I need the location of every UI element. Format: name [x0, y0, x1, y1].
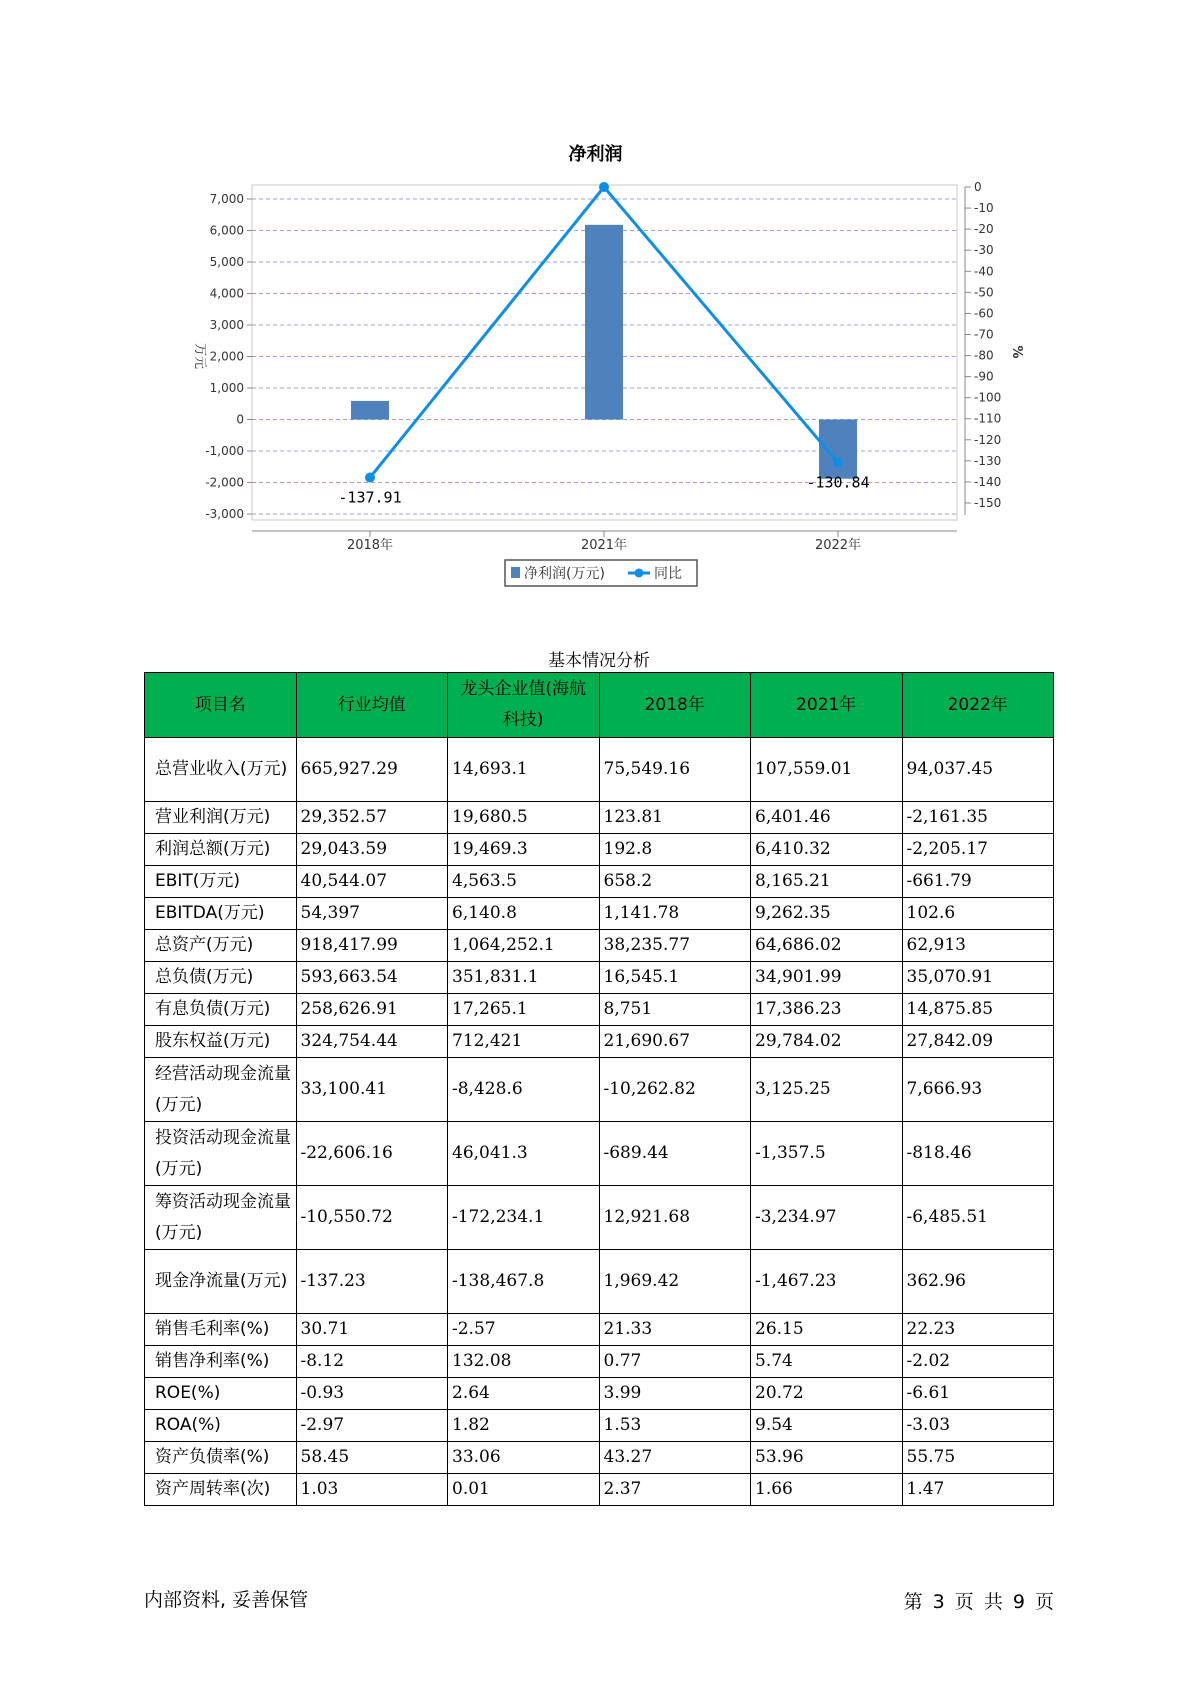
cell-y2022: 1.47 — [902, 1474, 1054, 1506]
footer-page-number: 第 3 页 共 9 页 — [903, 1591, 1054, 1613]
left-tick-label: -3,000 — [205, 507, 244, 521]
right-tick-label: -100 — [974, 390, 1002, 405]
table-row — [145, 1346, 1054, 1378]
table-row — [145, 802, 1054, 834]
header-2022: 2022年 — [902, 673, 1054, 738]
cell-industry-avg: 258,626.91 — [296, 994, 448, 1026]
table-header-row — [145, 673, 1054, 738]
table-row — [145, 1474, 1054, 1506]
cell-y2022: 94,037.45 — [902, 738, 1054, 802]
cell-y2021: 9.54 — [751, 1410, 903, 1442]
legend-bar-label: 净利润(万元) — [524, 566, 605, 582]
left-tick-label: -1,000 — [205, 444, 244, 458]
net-profit-chart — [0, 0, 1191, 600]
table-row — [145, 930, 1054, 962]
cell-leader-value: 33.06 — [448, 1442, 600, 1474]
chart-title: 净利润 — [568, 144, 623, 165]
chart-canvas — [0, 0, 1191, 600]
cell-name: 投资活动现金流量(万元) — [145, 1122, 297, 1186]
x-tick-label: 2021年 — [580, 538, 628, 553]
header-2021: 2021年 — [751, 673, 903, 738]
cell-y2021: -1,357.5 — [751, 1122, 903, 1186]
cell-name: ROA(%) — [145, 1410, 297, 1442]
left-tick-label: 7,000 — [209, 192, 244, 206]
cell-name: 总负债(万元) — [145, 962, 297, 994]
header-industry-avg: 行业均值 — [296, 673, 448, 738]
cell-y2021: 6,401.46 — [751, 802, 903, 834]
cell-y2022: -6.61 — [902, 1378, 1054, 1410]
right-tick-label: -40 — [974, 264, 994, 279]
cell-leader-value: 46,041.3 — [448, 1122, 600, 1186]
cell-name: ROE(%) — [145, 1378, 297, 1410]
cell-y2021: 107,559.01 — [751, 738, 903, 802]
cell-leader-value: 351,831.1 — [448, 962, 600, 994]
right-tick-label: -30 — [974, 243, 994, 258]
cell-y2021: 5.74 — [751, 1346, 903, 1378]
cell-y2018: 21.33 — [599, 1314, 751, 1346]
table-row — [145, 1122, 1054, 1186]
cell-y2018: 1,969.42 — [599, 1250, 751, 1314]
cell-industry-avg: 1.03 — [296, 1474, 448, 1506]
right-tick-label: -80 — [974, 348, 994, 363]
footer-confidential-note: 内部资料, 妥善保管 — [144, 1589, 309, 1611]
cell-y2022: 7,666.93 — [902, 1058, 1054, 1122]
net-profit-bar — [351, 401, 389, 420]
cell-y2018: -10,262.82 — [599, 1058, 751, 1122]
cell-y2018: 12,921.68 — [599, 1186, 751, 1250]
table-row — [145, 1442, 1054, 1474]
yoy-point — [833, 458, 843, 468]
right-tick-label: -90 — [974, 369, 994, 384]
cell-name: 利润总额(万元) — [145, 834, 297, 866]
cell-y2022: -818.46 — [902, 1122, 1054, 1186]
table-row — [145, 1314, 1054, 1346]
cell-name: 现金净流量(万元) — [145, 1250, 297, 1314]
cell-industry-avg: 324,754.44 — [296, 1026, 448, 1058]
table-row — [145, 1378, 1054, 1410]
cell-y2022: 102.6 — [902, 898, 1054, 930]
right-tick-label: -60 — [974, 306, 994, 321]
cell-y2021: 20.72 — [751, 1378, 903, 1410]
left-tick-label: 3,000 — [209, 318, 244, 332]
cell-name: 资产周转率(次) — [145, 1474, 297, 1506]
cell-y2018: 3.99 — [599, 1378, 751, 1410]
cell-y2022: 14,875.85 — [902, 994, 1054, 1026]
x-tick-label: 2018年 — [346, 538, 394, 553]
cell-industry-avg: 918,417.99 — [296, 930, 448, 962]
cell-industry-avg: -22,606.16 — [296, 1122, 448, 1186]
cell-name: 股东权益(万元) — [145, 1026, 297, 1058]
header-2018: 2018年 — [599, 673, 751, 738]
left-tick-label: 2,000 — [209, 349, 244, 364]
cell-name: 经营活动现金流量(万元) — [145, 1058, 297, 1122]
cell-y2021: 1.66 — [751, 1474, 903, 1506]
table-row — [145, 738, 1054, 802]
cell-name: EBITDA(万元) — [145, 898, 297, 930]
cell-y2022: 35,070.91 — [902, 962, 1054, 994]
cell-y2018: 0.77 — [599, 1346, 751, 1378]
cell-y2021: 8,165.21 — [751, 866, 903, 898]
table-row — [145, 898, 1054, 930]
table-body — [145, 738, 1054, 1506]
table-caption: 基本情况分析 — [548, 651, 650, 671]
right-tick-label: -110 — [974, 411, 1002, 426]
cell-y2021: -3,234.97 — [751, 1186, 903, 1250]
table-row — [145, 962, 1054, 994]
table-row — [145, 1410, 1054, 1442]
cell-y2022: 22.23 — [902, 1314, 1054, 1346]
cell-industry-avg: 665,927.29 — [296, 738, 448, 802]
cell-industry-avg: -0.93 — [296, 1378, 448, 1410]
cell-leader-value: 712,421 — [448, 1026, 600, 1058]
cell-y2022: -2.02 — [902, 1346, 1054, 1378]
cell-y2022: -3.03 — [902, 1410, 1054, 1442]
cell-y2021: 3,125.25 — [751, 1058, 903, 1122]
cell-y2022: -661.79 — [902, 866, 1054, 898]
cell-industry-avg: 29,352.57 — [296, 802, 448, 834]
cell-leader-value: 4,563.5 — [448, 866, 600, 898]
cell-industry-avg: 33,100.41 — [296, 1058, 448, 1122]
cell-y2022: 27,842.09 — [902, 1026, 1054, 1058]
cell-y2021: 29,784.02 — [751, 1026, 903, 1058]
table-row — [145, 1058, 1054, 1122]
cell-leader-value: -172,234.1 — [448, 1186, 600, 1250]
cell-leader-value: 17,265.1 — [448, 994, 600, 1026]
cell-y2018: 123.81 — [599, 802, 751, 834]
cell-y2022: -6,485.51 — [902, 1186, 1054, 1250]
table-row — [145, 994, 1054, 1026]
legend-line-marker — [635, 569, 644, 578]
yoy-point — [365, 473, 375, 483]
cell-leader-value: 6,140.8 — [448, 898, 600, 930]
cell-name: 筹资活动现金流量(万元) — [145, 1186, 297, 1250]
cell-y2022: 62,913 — [902, 930, 1054, 962]
cell-leader-value: 19,680.5 — [448, 802, 600, 834]
cell-name: 有息负债(万元) — [145, 994, 297, 1026]
cell-leader-value: 14,693.1 — [448, 738, 600, 802]
legend-line-label: 同比 — [654, 566, 682, 582]
right-tick-label: -150 — [974, 496, 1002, 510]
cell-y2018: 8,751 — [599, 994, 751, 1026]
cell-y2018: 21,690.67 — [599, 1026, 751, 1058]
cell-industry-avg: -137.23 — [296, 1250, 448, 1314]
left-axis-label: 万元 — [192, 342, 207, 370]
cell-y2021: 6,410.32 — [751, 834, 903, 866]
header-item-name: 项目名 — [145, 673, 297, 738]
table-row — [145, 834, 1054, 866]
cell-name: 销售净利率(%) — [145, 1346, 297, 1378]
right-tick-label: -20 — [974, 222, 994, 237]
right-tick-label: 0 — [974, 180, 982, 194]
cell-leader-value: -8,428.6 — [448, 1058, 600, 1122]
cell-industry-avg: -2.97 — [296, 1410, 448, 1442]
cell-y2021: 53.96 — [751, 1442, 903, 1474]
cell-industry-avg: 30.71 — [296, 1314, 448, 1346]
cell-y2022: 362.96 — [902, 1250, 1054, 1314]
cell-leader-value: 0.01 — [448, 1474, 600, 1506]
cell-y2018: 38,235.77 — [599, 930, 751, 962]
cell-industry-avg: -8.12 — [296, 1346, 448, 1378]
table-row — [145, 1026, 1054, 1058]
right-tick-label: -130 — [974, 453, 1002, 468]
table-row — [145, 1186, 1054, 1250]
legend-bar-swatch — [511, 567, 520, 578]
cell-y2021: 64,686.02 — [751, 930, 903, 962]
cell-y2021: 26.15 — [751, 1314, 903, 1346]
cell-industry-avg: 29,043.59 — [296, 834, 448, 866]
cell-leader-value: 2.64 — [448, 1378, 600, 1410]
cell-y2018: 2.37 — [599, 1474, 751, 1506]
cell-name: EBIT(万元) — [145, 866, 297, 898]
yoy-data-label: -137.91 — [338, 488, 402, 507]
table-row — [145, 1250, 1054, 1314]
cell-industry-avg: 58.45 — [296, 1442, 448, 1474]
cell-leader-value: 19,469.3 — [448, 834, 600, 866]
cell-name: 总资产(万元) — [145, 930, 297, 962]
net-profit-bar — [585, 225, 623, 420]
cell-leader-value: -2.57 — [448, 1314, 600, 1346]
cell-industry-avg: 54,397 — [296, 898, 448, 930]
left-tick-label: 1,000 — [209, 381, 244, 395]
cell-leader-value: 132.08 — [448, 1346, 600, 1378]
cell-y2018: 43.27 — [599, 1442, 751, 1474]
cell-y2018: 192.8 — [599, 834, 751, 866]
right-tick-label: -140 — [974, 474, 1002, 489]
right-tick-label: -50 — [974, 285, 994, 300]
cell-leader-value: 1,064,252.1 — [448, 930, 600, 962]
left-tick-label: 4,000 — [209, 286, 244, 301]
x-tick-label: 2022年 — [814, 538, 862, 553]
header-leader-value: 龙头企业值(海航科技) — [448, 673, 600, 738]
basic-analysis-table — [144, 672, 1054, 1506]
cell-industry-avg: -10,550.72 — [296, 1186, 448, 1250]
right-tick-label: -120 — [974, 432, 1002, 447]
cell-leader-value: 1.82 — [448, 1410, 600, 1442]
cell-y2018: 16,545.1 — [599, 962, 751, 994]
cell-industry-avg: 40,544.07 — [296, 866, 448, 898]
cell-name: 总营业收入(万元) — [145, 738, 297, 802]
cell-y2022: -2,161.35 — [902, 802, 1054, 834]
cell-name: 销售毛利率(%) — [145, 1314, 297, 1346]
cell-name: 营业利润(万元) — [145, 802, 297, 834]
left-tick-label: 0 — [236, 412, 244, 427]
cell-industry-avg: 593,663.54 — [296, 962, 448, 994]
yoy-data-label: -130.84 — [806, 473, 870, 492]
cell-y2021: 34,901.99 — [751, 962, 903, 994]
cell-leader-value: -138,467.8 — [448, 1250, 600, 1314]
cell-y2021: 9,262.35 — [751, 898, 903, 930]
left-tick-label: 5,000 — [209, 255, 244, 269]
cell-y2018: -689.44 — [599, 1122, 751, 1186]
cell-y2018: 1,141.78 — [599, 898, 751, 930]
cell-name: 资产负债率(%) — [145, 1442, 297, 1474]
cell-y2018: 75,549.16 — [599, 738, 751, 802]
cell-y2018: 1.53 — [599, 1410, 751, 1442]
table-row — [145, 866, 1054, 898]
yoy-point — [599, 182, 609, 192]
right-axis-label: % — [1009, 345, 1024, 359]
cell-y2022: 55.75 — [902, 1442, 1054, 1474]
cell-y2022: -2,205.17 — [902, 834, 1054, 866]
left-tick-label: -2,000 — [205, 475, 244, 490]
cell-y2018: 658.2 — [599, 866, 751, 898]
cell-y2021: 17,386.23 — [751, 994, 903, 1026]
left-tick-label: 6,000 — [209, 223, 244, 238]
cell-y2021: -1,467.23 — [751, 1250, 903, 1314]
right-tick-label: -70 — [974, 327, 994, 342]
right-tick-label: -10 — [974, 201, 994, 216]
